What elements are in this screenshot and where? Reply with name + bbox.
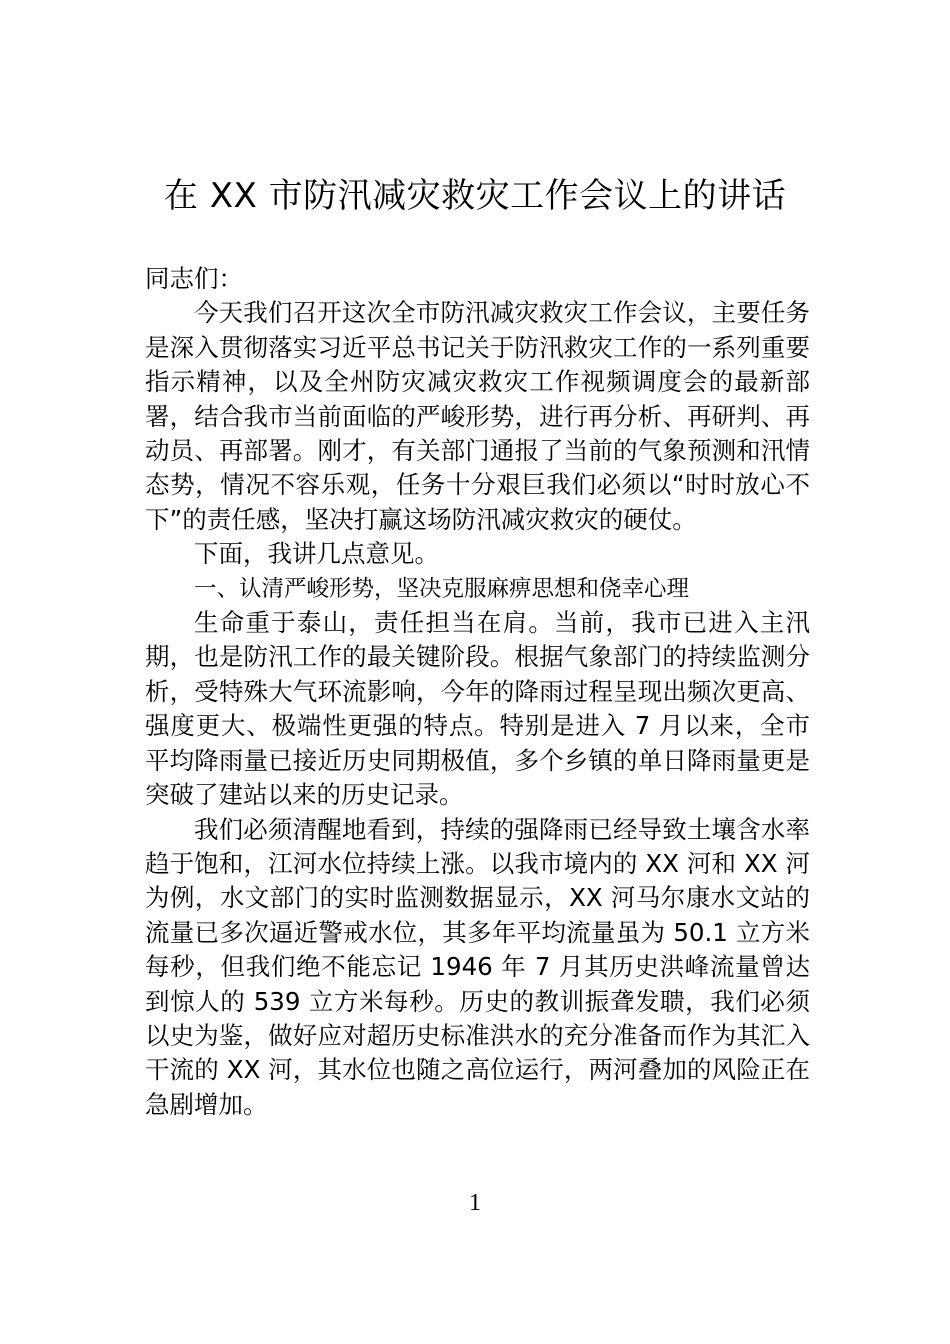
- document-title: 在 XX 市防汛减灾救灾工作会议上的讲话: [163, 176, 787, 216]
- salutation: 同志们：: [145, 264, 243, 293]
- paragraph-transition: 下面，我讲几点意见。: [194, 539, 439, 569]
- paragraph-intro: 今天我们召开这次全市防汛减灾救灾工作会议，主要任务是深入贯彻落实习近平总书记关于防汛救灾工作的一系列重要指示精神，以及全州防灾减灾救灾工作视频调度会的最新部署，结合我市当前面临的严峻形势，进行再分析、再研判、再动员、再部署。刚才，有关部门通报了当前的气象预测和汛情态势，情况不容乐观，任务十分艰巨我们必须以“时时放心不下”的责任感，坚决打赢这场防汛减灾救灾的硬仗。: [145, 298, 810, 534]
- section-heading: 一、认清严峻形势，坚决克服麻痹思想和侥幸心理: [194, 575, 690, 602]
- paragraph-risk: 我们必须清醒地看到，持续的强降雨已经导致土壤含水率趋于饱和，江河水位持续上涨。以我市境内的 XX 河和 XX 河为例，水文部门的实时监测数据显示，XX 河马尔康水文站的流量已多次逼近警戒水位，其多年平均流量虽为 50.1 立方米每秒，但我们绝不能忘记 1946 年 7 月其历史洪峰流量曾达到惊人的 539 立方米每秒。历史的教训振聋发聩，我们必须以史为鉴，做好应对超历史标准洪水的充分准备而作为其汇入干流的 XX 河，其水位也随之高位运行，两河叠加的风险正在急剧增加。: [145, 814, 810, 1119]
- page-number: 1: [469, 1190, 481, 1216]
- document-body: [145, 262, 810, 1122]
- paragraph-situation: 生命重于泰山，责任担当在肩。当前，我市已进入主汛期，也是防汛工作的最关键阶段。根据气象部门的持续监测分析，受特殊大气环流影响，今年的降雨过程呈现出频次更高、强度更大、极端性更强的特点。特别是进入 7 月以来，全市平均降雨量已接近历史同期极值，多个乡镇的单日降雨量更是突破了建站以来的历史记录。: [145, 608, 810, 810]
